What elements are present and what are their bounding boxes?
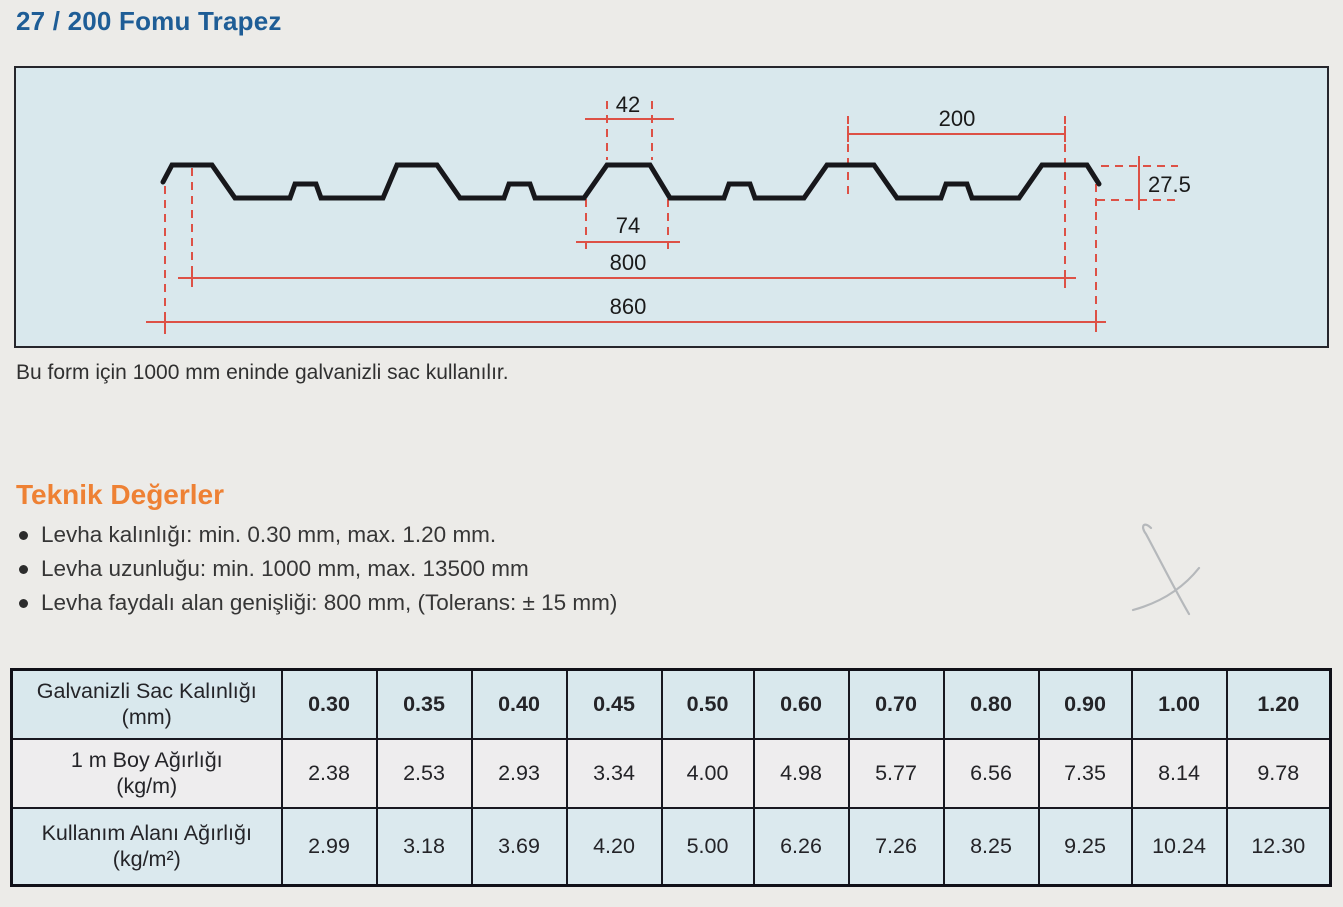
- technical-values-heading: Teknik Değerler: [16, 479, 225, 510]
- thickness-header-cell: 1.20: [1227, 670, 1331, 739]
- table-row-header: [12, 670, 1331, 739]
- row-label-line2: (kg/m): [116, 774, 178, 798]
- dim-label-27-5: 27.5: [1148, 172, 1191, 197]
- dim-label-74: 74: [615, 213, 641, 238]
- pencil-scribble-mark: [1090, 500, 1310, 650]
- table-row-weight-per-m2: [12, 808, 1331, 886]
- list-item-useful-width: Levha faydalı alan genişliği: 800 mm, (Tolerans: ± 15 mm): [16, 586, 617, 620]
- thickness-header-cell: 0.60: [754, 670, 849, 739]
- row-label-line1: Kullanım Alanı Ağırlığı: [41, 821, 252, 846]
- table-cell: 2.53: [377, 739, 472, 808]
- technical-values-list: [16, 518, 617, 620]
- profile-diagram-svg: [16, 68, 1327, 346]
- row-label-line1: 1 m Boy Ağırlığı: [70, 748, 223, 772]
- thickness-header-cell: 0.40: [472, 670, 567, 739]
- table-cell: 8.14: [1132, 739, 1227, 808]
- table-cell: 6.26: [754, 808, 849, 886]
- table-cell: 3.34: [567, 739, 662, 808]
- header-label-line1: Galvanizli Sac Kalınlığı: [36, 679, 257, 704]
- thickness-header-cell: 0.35: [377, 670, 472, 739]
- table-cell: 4.98: [754, 739, 849, 808]
- table-cell: 3.69: [472, 808, 567, 886]
- thickness-header-cell: 0.90: [1039, 670, 1132, 739]
- header-label-cell: [12, 670, 282, 739]
- table-cell: 3.18: [377, 808, 472, 886]
- table-cell: 2.38: [282, 739, 377, 808]
- thickness-header-cell: 0.80: [944, 670, 1039, 739]
- list-item-thickness: Levha kalınlığı: min. 0.30 mm, max. 1.20 mm.: [16, 518, 617, 552]
- table-cell: 9.78: [1227, 739, 1331, 808]
- table-cell: 12.30: [1227, 808, 1331, 886]
- dim-pitch: [848, 116, 1065, 288]
- table-cell: 2.93: [472, 739, 567, 808]
- table-cell: 4.20: [567, 808, 662, 886]
- page-title: 27 / 200 Fomu Trapez: [16, 6, 282, 36]
- thickness-header-cell: 0.70: [849, 670, 944, 739]
- table-row-weight-per-m: [12, 739, 1331, 808]
- header-label-line2: (mm): [121, 705, 172, 730]
- weight-table: [10, 668, 1332, 887]
- thickness-header-cell: 0.45: [567, 670, 662, 739]
- thickness-header-cell: 1.00: [1132, 670, 1227, 739]
- thickness-header-cell: 0.50: [662, 670, 754, 739]
- table-cell: 7.26: [849, 808, 944, 886]
- profile-diagram: [14, 66, 1329, 348]
- row-label-line2: (kg/m²): [112, 847, 181, 872]
- profile-outline: [163, 165, 1099, 198]
- dim-label-860: 860: [609, 294, 647, 319]
- table-cell: 8.25: [944, 808, 1039, 886]
- dim-label-42: 42: [615, 92, 641, 117]
- table-cell: 10.24: [1132, 808, 1227, 886]
- table-cell: 9.25: [1039, 808, 1132, 886]
- thickness-header-cell: 0.30: [282, 670, 377, 739]
- list-item-length: Levha uzunluğu: min. 1000 mm, max. 13500 mm: [16, 552, 617, 586]
- table-cell: 6.56: [944, 739, 1039, 808]
- table-cell: 5.77: [849, 739, 944, 808]
- table-cell: 7.35: [1039, 739, 1132, 808]
- row-label-cell: [12, 739, 282, 808]
- table-cell: 2.99: [282, 808, 377, 886]
- dim-label-800: 800: [609, 250, 647, 275]
- row-label-cell: [12, 808, 282, 886]
- table-cell: 5.00: [662, 808, 754, 886]
- material-note: Bu form için 1000 mm eninde galvanizli sac kullanılır.: [16, 361, 509, 384]
- dim-label-200: 200: [938, 106, 976, 131]
- table-cell: 4.00: [662, 739, 754, 808]
